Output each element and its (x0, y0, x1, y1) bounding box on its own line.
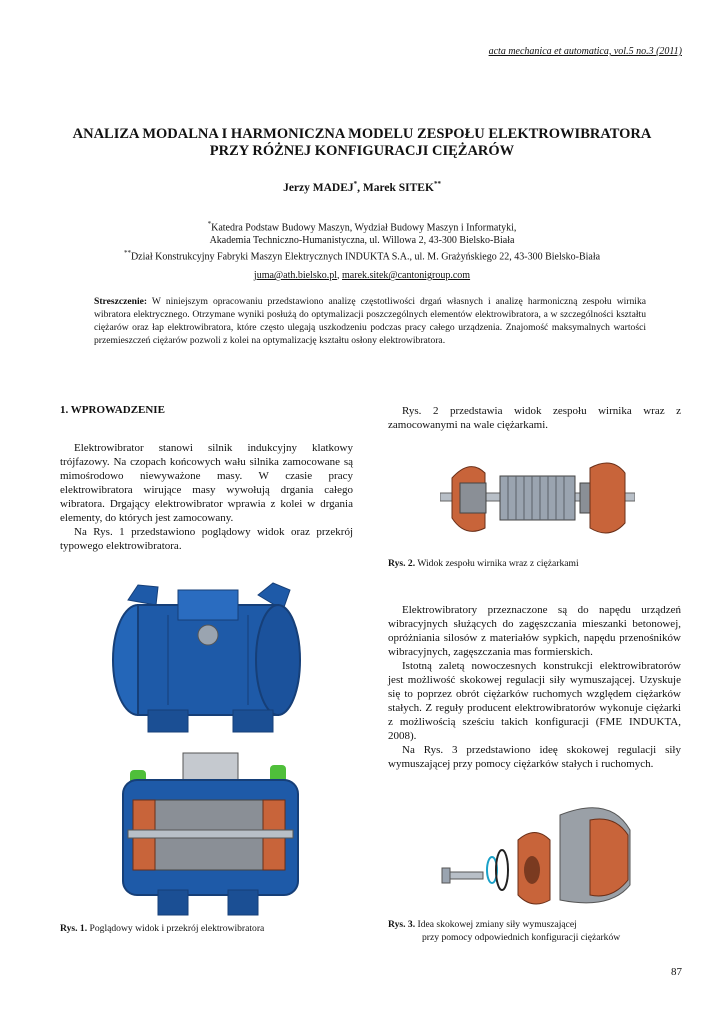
title-line-2: PRZY RÓŻNEJ KONFIGURACJI CIĘŻARÓW (209, 143, 515, 159)
figure-3-caption (388, 918, 681, 944)
figure-2-caption (388, 557, 681, 570)
abstract (94, 295, 646, 347)
fig3-label: Rys. 3. (388, 919, 416, 930)
left-text (60, 441, 353, 553)
fig1-label: Rys. 1. (60, 923, 88, 934)
right-paragraph-1: Elektrowibratory przeznaczone są do napędu urządzeń wibracyjnych służących do zagęszczania mieszanki betonowej, opróżniania silosów z materiałów sypkich, napędu przenośników wibracyjnych, zagęszczania mas formierskich. (388, 604, 681, 658)
email-1[interactable]: juma@ath.bielsko.pl (253, 270, 338, 281)
author-1: Jerzy MADEJ (283, 181, 354, 194)
title-line-1: ANALIZA MODALNA I HARMONICZNA MODELU ZESPOŁU ELEKTROWIBRATORA (72, 126, 652, 142)
bolt (442, 868, 483, 883)
aff-mark-1: * (207, 220, 212, 228)
abstract-label: Streszczenie: (94, 296, 148, 307)
page-number: 87 (671, 966, 682, 978)
figure-1-electrovibrator (108, 575, 308, 925)
fig3-line-2: przy pomocy odpowiednich konfiguracji ciężarków (422, 932, 621, 943)
right-intro (388, 404, 681, 432)
figure-2-rotor-assembly (440, 448, 635, 548)
email-sep: , (337, 270, 343, 281)
right-intro-paragraph: Rys. 2 przedstawia widok zespołu wirnika wraz z zamocowanymi na wale ciężarkami. (388, 405, 681, 431)
fig3-line-1: Idea skokowej zmiany siły wymuszającej (415, 919, 577, 930)
right-paragraph-2: Istotną zaletą nowoczesnych konstrukcji elektrowibratorów jest możliwość skokowej regulacji siły wymuszającej. Uzyskuje się to poprzez obrót ciężarków ruchomych względem ciężarków stałych. Z reguły producent elektrowibratorów wykonuje ciężarki z możliwością sześciu takich konfiguracji (FME INDUKTA, 2008). (388, 660, 681, 742)
vibrator-cross-section (123, 753, 298, 915)
author-1-mark: * (353, 180, 358, 188)
authors (60, 180, 664, 194)
aff-line-3: Dział Konstrukcyjny Fabryki Maszyn Elektrycznych INDUKTA S.A., ul. M. Grażyńskiego 22, 43-300 Bielsko-Biała (130, 251, 601, 263)
fig1-text: Poglądowy widok i przekrój elektrowibratora (87, 923, 265, 934)
vibrator-external-view (113, 583, 300, 732)
paper-title (60, 126, 664, 160)
right-text (388, 603, 681, 771)
emails (60, 270, 664, 281)
journal-header: acta mechanica et automatica, vol.5 no.3 (2011) (488, 46, 682, 57)
author-2-mark: ** (433, 180, 441, 188)
email-2[interactable]: marek.sitek@cantonigroup.com (342, 270, 471, 281)
aff-line-2: Akademia Techniczno-Humanistyczna, ul. Willowa 2, 43-300 Bielsko-Biała (209, 235, 515, 247)
figure-3-weight-configuration (440, 800, 640, 910)
fig2-label: Rys. 2. (388, 558, 416, 569)
affiliations (60, 218, 664, 264)
aff-mark-2: ** (123, 249, 131, 258)
section-heading: 1. WPROWADZENIE (60, 404, 165, 416)
abstract-text: W niniejszym opracowaniu przedstawiono analizę częstotliwości drgań własnych i analizę harmoniczną zespołu wirnika wibratora elektrycznego. Otrzymane wyniki posłużą do optymalizacji poszczególnych elementów elektrowibratora, a w szczególności kształtu ciężarów oraz łap elektrowibratora, które często ulegają uszkodzeniu podczas pracy całego urządzenia. Znajomość maksymalnych wartości przemieszczeń ciężarów pozwoli z kolei na optymalizację kształtu osłony elektrowibratora. (94, 296, 646, 346)
fig2-text: Widok zespołu wirnika wraz z ciężarkami (415, 558, 579, 569)
right-paragraph-3: Na Rys. 3 przedstawiono ideę skokowej regulacji siły wymuszającej przy pomocy ciężarków stałych i ruchomych. (388, 744, 681, 770)
left-paragraph-1: Elektrowibrator stanowi silnik indukcyjny klatkowy trójfazowy. Na czopach końcowych wału silnika zamocowane są mimośrodowo niewyważone masy. W czasie pracy elektrowibratora wirujące masy wywołują drgania całego wibratora. Drgający elektrowibrator wprawia z kolei w drgania elementy, do których jest zamocowany. (60, 442, 353, 524)
figure-1-caption (60, 922, 353, 935)
aff-line-1: Katedra Podstaw Budowy Maszyn, Wydział Budowy Maszyn i Informatyki, (211, 222, 517, 234)
author-sep: , (357, 181, 363, 194)
left-paragraph-2: Na Rys. 1 przedstawiono poglądowy widok oraz przekrój typowego elektrowibratora. (60, 526, 353, 552)
author-2: Marek SITEK (362, 181, 434, 194)
